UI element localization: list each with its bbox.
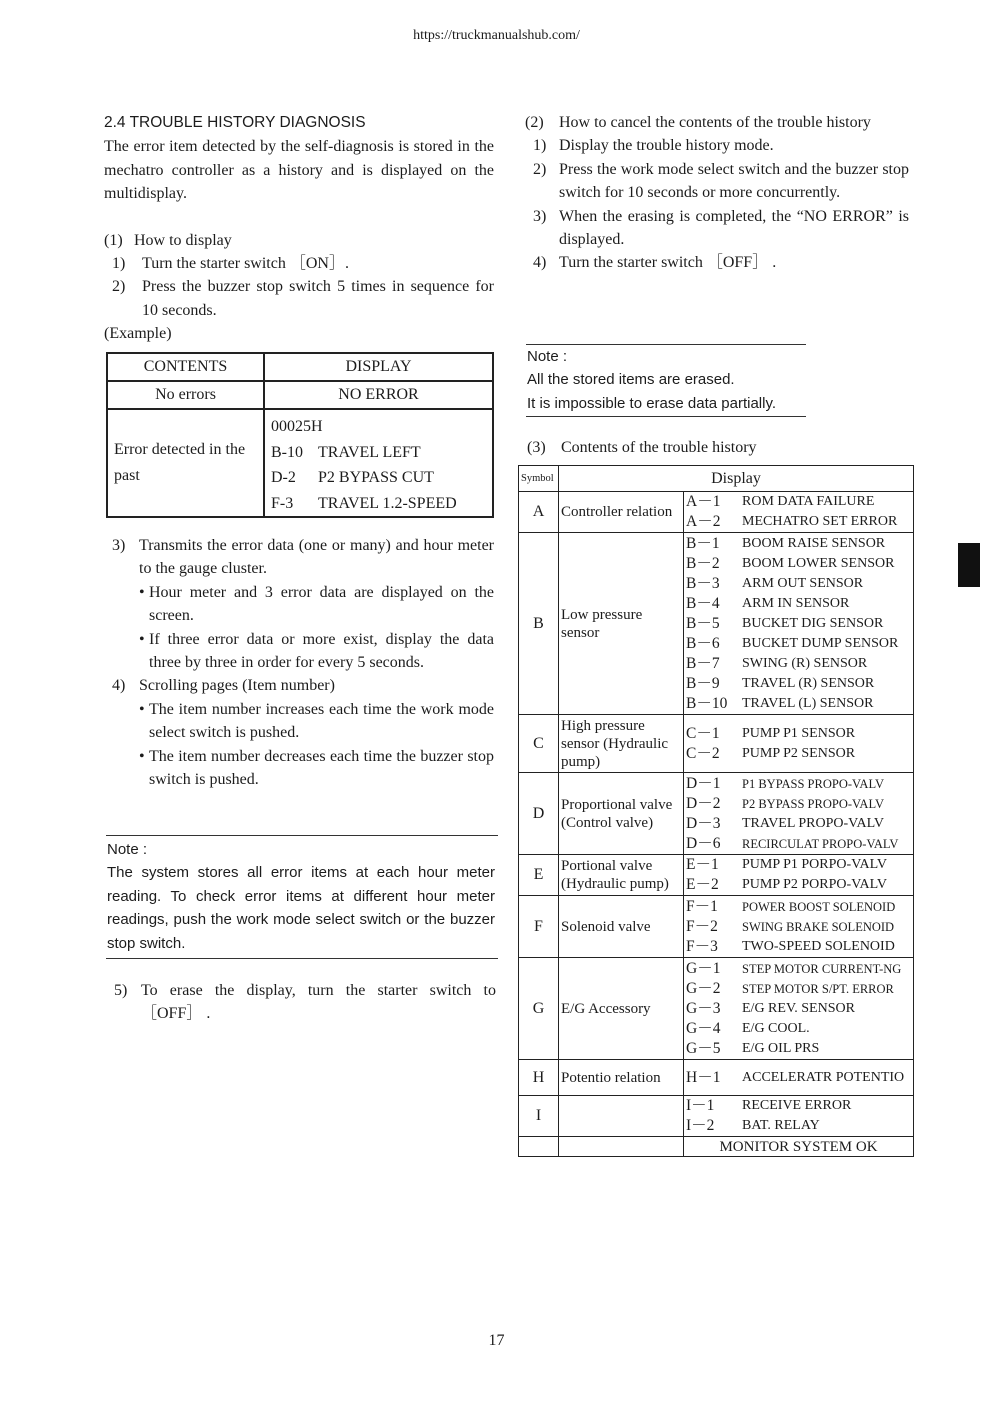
error-label: STEP MOTOR CURRENT-NG bbox=[742, 961, 902, 976]
step-4-bullet: • The item number decreases each time the buzzer stop switch is pushed. bbox=[139, 747, 494, 789]
error-code: C－2 bbox=[686, 744, 720, 762]
step-5: 5) To erase the display, turn the starter switch to ［OFF］ . bbox=[114, 982, 496, 1023]
error-code-item bbox=[686, 634, 911, 654]
error-code: G－2 bbox=[686, 979, 721, 997]
trouble-group-row bbox=[519, 896, 914, 958]
error-code-item bbox=[686, 1116, 911, 1136]
error-code-item bbox=[686, 1068, 911, 1088]
group-symbol: F bbox=[519, 896, 559, 958]
error-code-item bbox=[686, 744, 911, 764]
error-label: RECIRCULAT PROPO-VALV bbox=[742, 836, 899, 851]
error-code: F－1 bbox=[686, 897, 718, 915]
right-note-line1: All the stored items are erased. bbox=[527, 371, 735, 389]
example-error-line: F-3 TRAVEL 1.2-SPEED bbox=[271, 494, 457, 512]
error-label: TWO-SPEED SOLENOID bbox=[742, 938, 895, 954]
intro-paragraph: The error item detected by the self-diagnosis is stored in the mechatro controller as a history and is displayed on the multidisplay. bbox=[104, 138, 494, 203]
group-symbol: B bbox=[519, 533, 559, 715]
footer-name-cell bbox=[559, 1137, 684, 1157]
example-hour-meter: 00025H bbox=[271, 418, 323, 435]
group-name bbox=[559, 1096, 684, 1137]
group-name: Low pressure sensor bbox=[559, 533, 684, 715]
right-note-label: Note : bbox=[527, 348, 568, 365]
error-code: B－3 bbox=[686, 574, 720, 592]
group-codes bbox=[684, 1060, 914, 1096]
error-code: G－1 bbox=[686, 959, 721, 977]
error-code: D－2 bbox=[686, 794, 721, 812]
error-code: B－9 bbox=[686, 674, 720, 692]
left-note-text: The system stores all error items at each hour meter reading. To check error items at different hour meter readings, push the work mode select switch or the buzzer stop switch. bbox=[107, 864, 495, 952]
error-code: F－2 bbox=[686, 917, 718, 935]
group-name: Potentio relation bbox=[559, 1060, 684, 1096]
group-codes bbox=[684, 773, 914, 855]
trouble-group-row bbox=[519, 492, 914, 533]
error-label: PUMP P1 SENSOR bbox=[742, 725, 856, 741]
group-symbol: H bbox=[519, 1060, 559, 1096]
error-code-item bbox=[686, 492, 911, 512]
right-note-divider-bottom bbox=[526, 416, 806, 417]
left-note-label: Note : bbox=[107, 841, 148, 858]
cancel-heading: (2) How to cancel the contents of the trouble history bbox=[525, 114, 871, 131]
group-symbol: I bbox=[519, 1096, 559, 1137]
error-code: G－3 bbox=[686, 999, 721, 1017]
error-label: E/G OIL PRS bbox=[742, 1040, 820, 1056]
error-code-item bbox=[686, 875, 911, 895]
error-label: P1 BYPASS PROPO-VALV bbox=[742, 776, 884, 791]
note-divider-top bbox=[106, 835, 498, 836]
step-3-bullet: • If three error data or more exist, display the data three by three in order for every 5 seconds. bbox=[139, 630, 494, 672]
error-code: B－1 bbox=[686, 534, 720, 552]
error-code-item bbox=[686, 654, 911, 674]
error-code-item bbox=[686, 814, 911, 834]
example-contents-past: Error detected in the past bbox=[107, 409, 264, 517]
error-code-item bbox=[686, 512, 911, 532]
step-2: 2) Press the buzzer stop switch 5 times in sequence for 10 seconds. bbox=[112, 278, 494, 319]
monitor-ok: MONITOR SYSTEM OK bbox=[684, 1137, 914, 1157]
error-code-item bbox=[686, 594, 911, 614]
group-symbol: E bbox=[519, 855, 559, 896]
error-code-item bbox=[686, 1096, 911, 1116]
group-symbol: C bbox=[519, 715, 559, 773]
error-label: BAT. RELAY bbox=[742, 1118, 820, 1133]
step-3: 3) Transmits the error data (one or many) and hour meter to the gauge cluster. bbox=[112, 537, 494, 578]
group-codes bbox=[684, 958, 914, 1060]
group-codes bbox=[684, 492, 914, 533]
trouble-group-row bbox=[519, 1060, 914, 1096]
group-name: Proportional valve (Control valve) bbox=[559, 773, 684, 855]
error-code: H－1 bbox=[686, 1068, 721, 1086]
error-label: ROM DATA FAILURE bbox=[742, 494, 875, 509]
error-code-item bbox=[686, 774, 911, 794]
error-label: PUMP P2 SENSOR bbox=[742, 745, 856, 761]
error-code-item bbox=[686, 897, 911, 917]
error-label: MECHATRO SET ERROR bbox=[742, 514, 898, 529]
error-label: RECEIVE ERROR bbox=[742, 1098, 852, 1113]
error-code-item bbox=[686, 959, 911, 979]
error-code: G－5 bbox=[686, 1039, 721, 1057]
cancel-step: 3) When the erasing is completed, the “NO ERROR” is displayed. bbox=[533, 207, 909, 249]
error-code-item bbox=[686, 937, 911, 957]
example-display-no-error: NO ERROR bbox=[264, 381, 493, 409]
error-code: B－4 bbox=[686, 594, 720, 612]
step-1: 1) Turn the starter switch ［ON］. bbox=[112, 255, 349, 273]
error-code: D－3 bbox=[686, 814, 721, 832]
error-code-item bbox=[686, 1039, 911, 1059]
error-code-item bbox=[686, 694, 911, 714]
group-symbol: A bbox=[519, 492, 559, 533]
error-label: BOOM RAISE SENSOR bbox=[742, 535, 886, 551]
group-codes bbox=[684, 533, 914, 715]
error-code-item bbox=[686, 999, 911, 1019]
error-code: E－2 bbox=[686, 876, 719, 893]
error-label: E/G COOL. bbox=[742, 1020, 810, 1036]
error-label: TRAVEL (L) SENSOR bbox=[742, 695, 874, 711]
error-code: B－6 bbox=[686, 634, 720, 652]
error-code: B－7 bbox=[686, 654, 720, 672]
error-code: F－3 bbox=[686, 937, 718, 955]
error-code: A－1 bbox=[686, 493, 721, 510]
note-divider-bottom bbox=[106, 958, 498, 959]
error-code-item bbox=[686, 574, 911, 594]
trouble-group-row bbox=[519, 1096, 914, 1137]
error-code: A－2 bbox=[686, 513, 721, 530]
error-code: G－4 bbox=[686, 1019, 721, 1037]
right-note bbox=[527, 345, 827, 415]
error-code: B－5 bbox=[686, 614, 720, 632]
trouble-group-row bbox=[519, 773, 914, 855]
left-note bbox=[107, 838, 495, 955]
trouble-group-row bbox=[519, 715, 914, 773]
example-error-line: D-2 P2 BYPASS CUT bbox=[271, 469, 434, 486]
error-code: B－10 bbox=[686, 694, 728, 712]
page-number: 17 bbox=[488, 1332, 505, 1349]
error-code: B－2 bbox=[686, 554, 720, 572]
group-codes bbox=[684, 896, 914, 958]
error-label: SWING BRAKE SOLENOID bbox=[742, 919, 895, 934]
cancel-step: 4) Turn the starter switch ［OFF］ . bbox=[533, 254, 777, 272]
table-header-display: Display bbox=[559, 466, 914, 492]
error-label: BUCKET DIG SENSOR bbox=[742, 615, 884, 631]
error-code-item bbox=[686, 1019, 911, 1039]
trouble-group-row bbox=[519, 533, 914, 715]
trouble-group-row bbox=[519, 855, 914, 896]
step-3-bullet: • Hour meter and 3 error data are displayed on the screen. bbox=[139, 583, 494, 625]
error-code-item bbox=[686, 534, 911, 554]
error-code: C－1 bbox=[686, 724, 720, 742]
error-code-item bbox=[686, 855, 911, 875]
error-code-item bbox=[686, 794, 911, 814]
error-code-item bbox=[686, 674, 911, 694]
trouble-history-table bbox=[518, 465, 914, 1157]
left-column-lower bbox=[112, 534, 494, 791]
group-name: High pressure sensor (Hydraulic pump) bbox=[559, 715, 684, 773]
error-code-item bbox=[686, 979, 911, 999]
error-code: D－6 bbox=[686, 834, 721, 852]
error-label: BOOM LOWER SENSOR bbox=[742, 555, 895, 571]
error-label: PUMP P2 PORPO-VALV bbox=[742, 877, 887, 892]
error-code-item bbox=[686, 834, 911, 854]
error-label: POWER BOOST SOLENOID bbox=[742, 899, 896, 914]
group-name: Solenoid valve bbox=[559, 896, 684, 958]
left-column bbox=[104, 111, 494, 346]
group-name: E/G Accessory bbox=[559, 958, 684, 1060]
footer-symbol-cell bbox=[519, 1137, 559, 1157]
cancel-step: 1) Display the trouble history mode. bbox=[533, 137, 774, 155]
section-tab-mark bbox=[958, 543, 980, 587]
example-header-display: DISPLAY bbox=[264, 353, 493, 381]
error-label: TRAVEL (R) SENSOR bbox=[742, 675, 875, 691]
step-5-block bbox=[114, 979, 496, 1026]
error-label: STEP MOTOR S/PT. ERROR bbox=[742, 981, 894, 996]
group-symbol: D bbox=[519, 773, 559, 855]
error-label: ARM OUT SENSOR bbox=[742, 575, 864, 591]
group-name: Portional valve (Hydraulic pump) bbox=[559, 855, 684, 896]
step-4: 4) Scrolling pages (Item number) bbox=[112, 677, 335, 695]
contents-heading: (3) Contents of the trouble history bbox=[527, 439, 757, 456]
error-code: D－1 bbox=[686, 774, 721, 792]
trouble-table-body bbox=[519, 492, 914, 1137]
section-title: 2.4 TROUBLE HISTORY DIAGNOSIS bbox=[104, 114, 366, 131]
error-label: BUCKET DUMP SENSOR bbox=[742, 635, 899, 651]
error-label: PUMP P1 PORPO-VALV bbox=[742, 857, 887, 872]
source-url: https://truckmanualshub.com/ bbox=[413, 28, 580, 43]
trouble-group-row bbox=[519, 958, 914, 1060]
error-code-item bbox=[686, 724, 911, 744]
error-code-item bbox=[686, 554, 911, 574]
example-table bbox=[106, 352, 494, 518]
error-code-item bbox=[686, 614, 911, 634]
group-codes bbox=[684, 1096, 914, 1137]
step-4-bullet: • The item number increases each time the work mode select switch is pushed. bbox=[139, 700, 494, 742]
error-label: E/G REV. SENSOR bbox=[742, 1000, 855, 1016]
example-display-past bbox=[264, 409, 493, 517]
error-label: P2 BYPASS PROPO-VALV bbox=[742, 796, 884, 811]
right-note-line2: It is impossible to erase data partially. bbox=[527, 394, 777, 412]
group-codes bbox=[684, 715, 914, 773]
example-header-contents: CONTENTS bbox=[107, 353, 264, 381]
how-to-display-heading: (1) How to display bbox=[104, 231, 232, 249]
error-code-item bbox=[686, 917, 911, 937]
example-error-line: B-10 TRAVEL LEFT bbox=[271, 443, 421, 461]
error-label: ACCELERATR POTENTIO bbox=[742, 1069, 905, 1085]
right-column bbox=[525, 111, 909, 275]
error-code: I－2 bbox=[686, 1117, 715, 1134]
table-header-symbol: Symbol bbox=[519, 466, 559, 492]
error-code: I－1 bbox=[686, 1097, 715, 1114]
error-code: E－1 bbox=[686, 856, 719, 873]
group-symbol: G bbox=[519, 958, 559, 1060]
error-label: TRAVEL PROPO-VALV bbox=[742, 815, 884, 831]
group-codes bbox=[684, 855, 914, 896]
example-contents-no-errors: No errors bbox=[107, 381, 264, 409]
error-label: SWING (R) SENSOR bbox=[742, 655, 868, 671]
error-label: ARM IN SENSOR bbox=[742, 595, 850, 611]
group-name: Controller relation bbox=[559, 492, 684, 533]
cancel-step: 2) Press the work mode select switch and the buzzer stop switch for 10 seconds or more concurrently. bbox=[533, 160, 909, 202]
example-label: (Example) bbox=[104, 325, 172, 343]
